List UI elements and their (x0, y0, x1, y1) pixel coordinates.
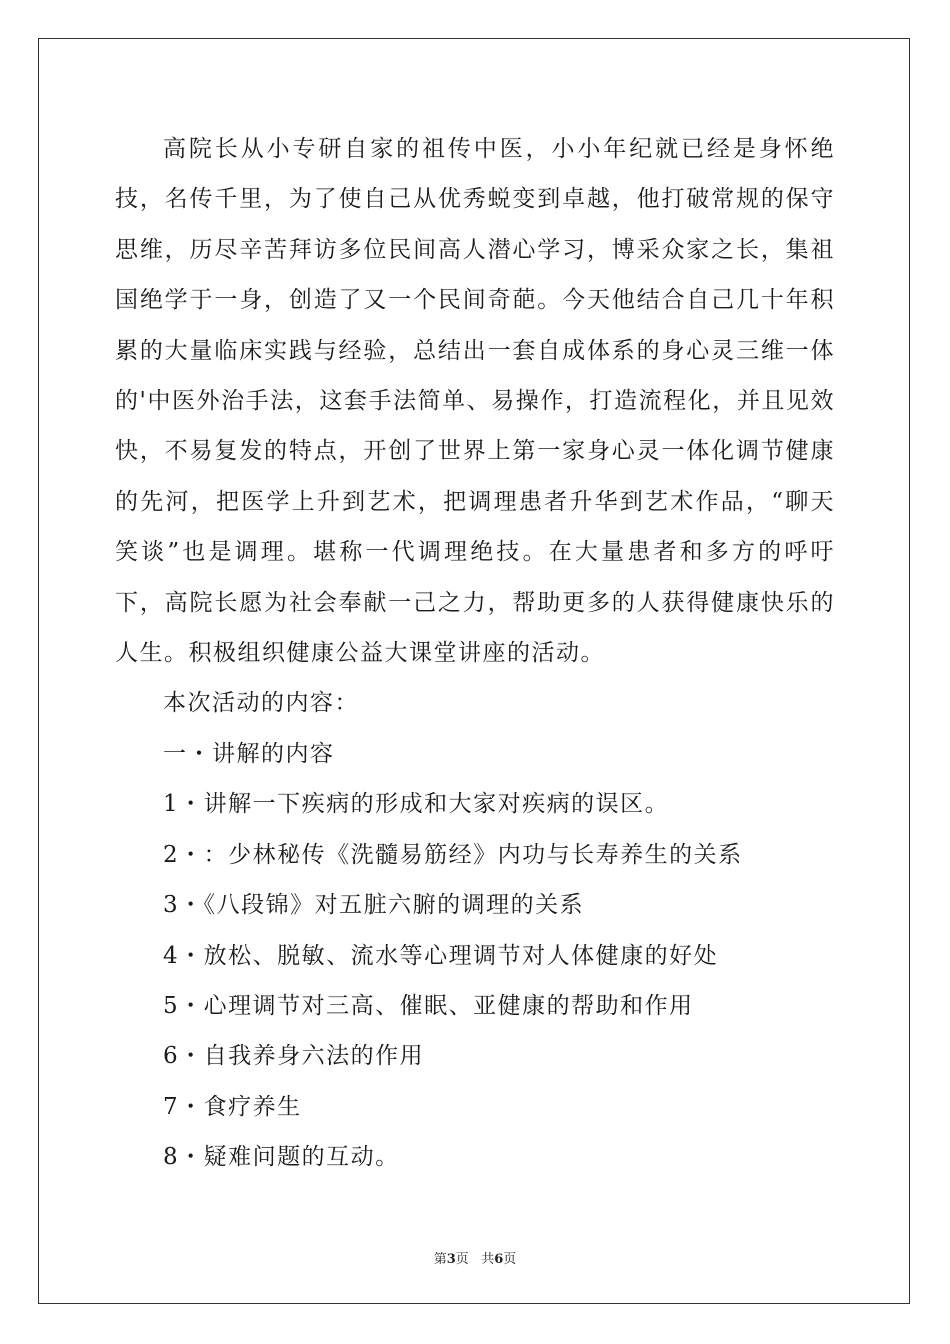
list-item: 8・疑难问题的互动。 (163, 1144, 400, 1171)
footer-total-prefix: 共 (481, 1252, 495, 1267)
footer-prefix: 第 (433, 1252, 447, 1267)
intro-line: 本次活动的内容： (163, 690, 359, 717)
body-paragraph: 高院长从小专研自家的祖传中医，小小年纪就已经是身怀绝技，名传千里，为了使自己从优秀蜕变到卓越，他打破常规的保守思维，历尽辛苦拜访多位民间高人潜心学习，博采众家之长，集祖国绝学于一身，创造了又一个民间奇葩。今天他结合自己几十年积累的大量临床实践与经验，总结出一套自成体系的身心灵三维一体的'中医外治手法，这套手法简单、易操作，打造流程化，并且见效快，不易复发的特点，开创了世界上第一家身心灵一体化调节健康的先河，把医学上升到艺术，把调理患者升华到艺术作品，“聊天笑谈”也是调理。堪称一代调理绝技。在大量患者和多方的呼吁下，高院长愿为社会奉献一己之力，帮助更多的人获得健康快乐的人生。积极组织健康公益大课堂讲座的活动。 (115, 136, 835, 667)
list-item: 1・讲解一下疾病的形成和大家对疾病的误区。 (163, 791, 670, 818)
list-item: 7・食疗养生 (163, 1093, 302, 1120)
footer-total-suffix: 页 (503, 1252, 517, 1267)
list-item: 3・《八段锦》对五脏六腑的调理的关系 (163, 892, 585, 919)
document-body (115, 124, 835, 1183)
list-item: 5・心理调节对三高、催眠、亚健康的帮助和作用 (163, 992, 694, 1019)
footer-page-suffix: 页 (455, 1252, 469, 1267)
list-item: 6・自我养身六法的作用 (163, 1043, 425, 1070)
list-item: 4・放松、脱敏、流水等心理调节对人体健康的好处 (163, 942, 719, 969)
total-page-number: 6 (494, 1252, 504, 1267)
list-item: 2・：少林秘传《洗髓易筋经》内功与长寿养生的关系 (163, 841, 743, 868)
page-footer (0, 1248, 950, 1267)
current-page-number: 3 (446, 1252, 456, 1267)
section-heading: 一・讲解的内容 (163, 740, 335, 767)
